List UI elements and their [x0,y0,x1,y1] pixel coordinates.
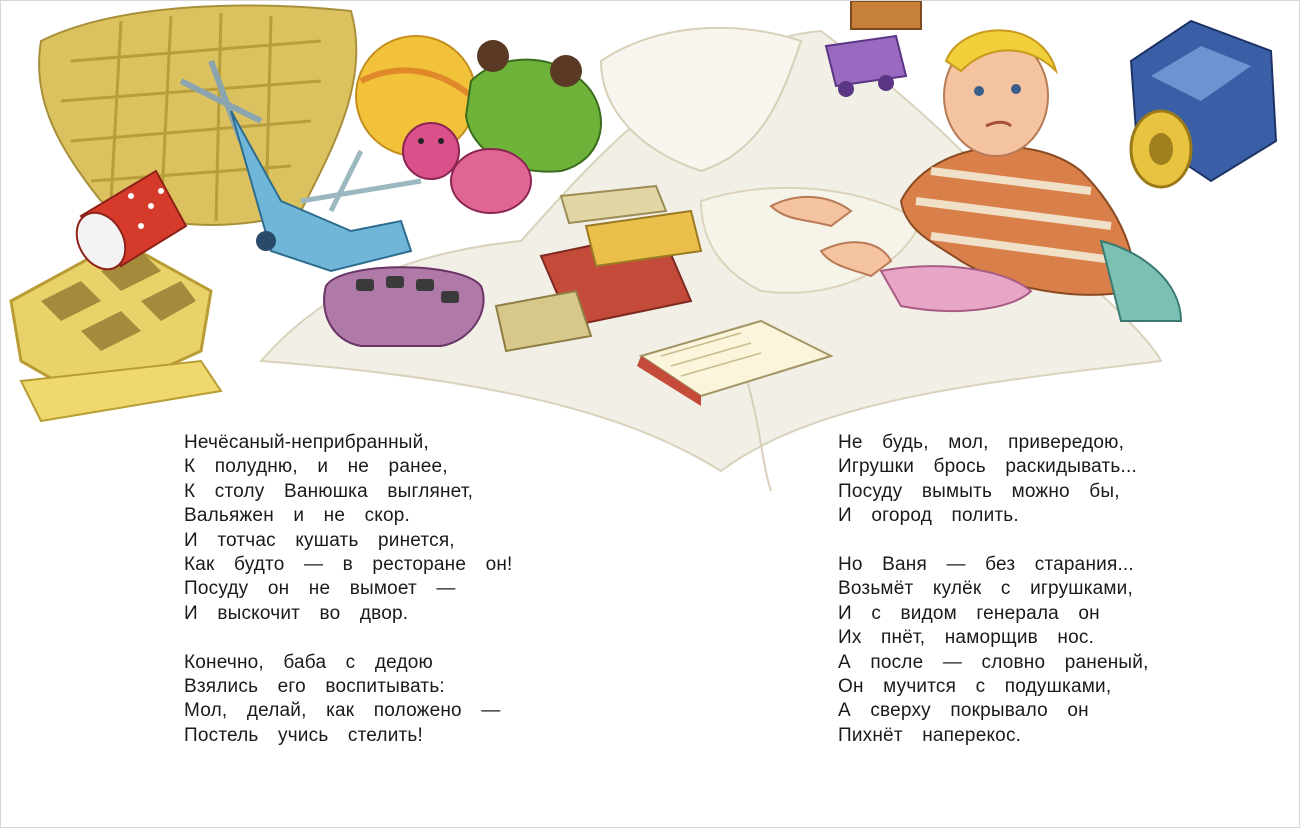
poem-line: Как будто — в ресторане он! [184,553,513,575]
poem-line: Возьмёт кулёк с игрушками, [838,578,1133,600]
poem-line: Вальяжен и не скор. [184,505,411,527]
poem-line: И выскочит во двор. [184,602,409,624]
poem-line: К столу Ванюшка выглянет, [184,480,474,502]
poem-line: К полудню, и не ранее, [184,456,448,478]
poem-line: Взялись его воспитывать: [184,675,445,697]
poem-line: Их пнёт, наморщив нос. [838,627,1095,649]
poem-line: И с видом генерала он [838,602,1100,624]
poem-line: И тотчас кушать ринется, [184,529,455,551]
poem-line: Но Ваня — без старания... [838,553,1134,575]
poem-line: А сверху покрывало он [838,700,1089,722]
poem-line: Пихнёт наперекос. [838,724,1022,746]
poem-right-column [838,431,1149,748]
illustration-boy-with-toys [1,1,1300,501]
stanza-gap [838,529,1149,553]
poem-line: Не будь, мол, привередою, [838,432,1125,453]
straw-mat [39,5,356,224]
poem-line: Мол, делай, как положено — [184,700,501,722]
poem-line: Игрушки брось раскидывать... [838,456,1137,478]
poem-left-column [184,431,513,748]
poem-line: Посуду он не вымоет — [184,578,456,600]
wooden-block [851,1,921,29]
poem-line: И огород полить. [838,505,1019,527]
poem-line: Посуду вымыть можно бы, [838,480,1120,502]
purple-toy-cassette [324,267,484,346]
poem-line: А после — словно раненый, [838,651,1149,673]
stanza-gap [184,626,513,650]
poem-line: Конечно, баба с дедою [184,651,434,673]
poem-line: Он мучится с подушками, [838,675,1112,697]
poem-line: Нечёсаный-неприбранный, [184,432,429,453]
poem-line: Постель учись стелить! [184,724,424,746]
blue-toy-truck [1131,21,1276,187]
